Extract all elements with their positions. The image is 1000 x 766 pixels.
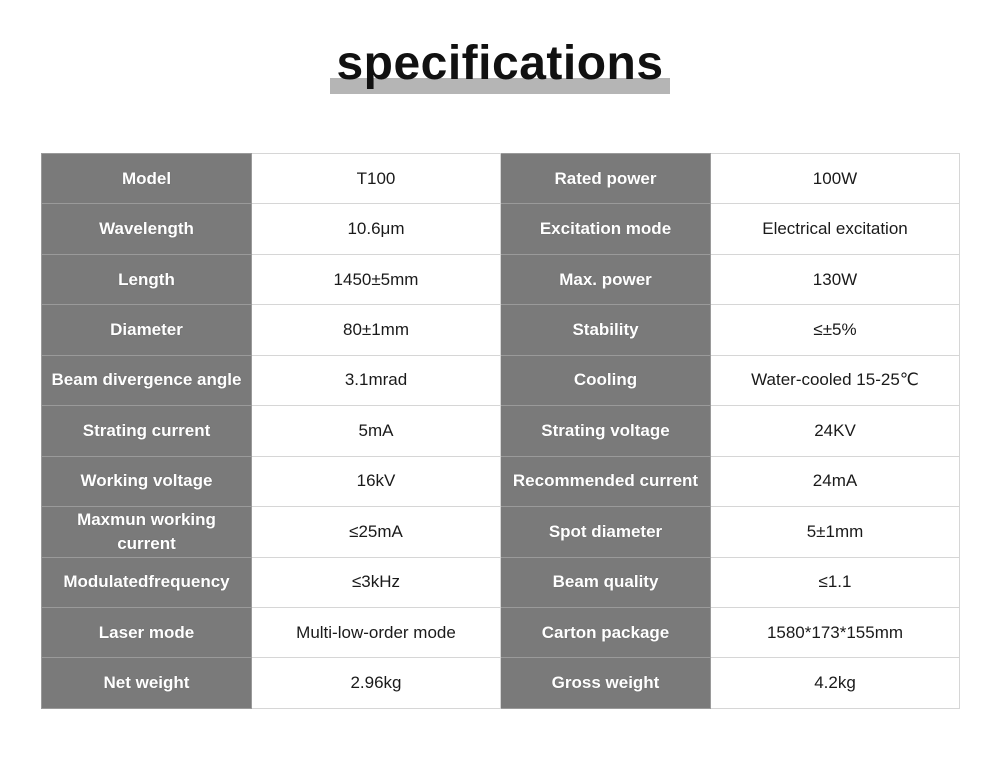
- spec-label: Wavelength: [42, 204, 252, 254]
- spec-value: ≤3kHz: [252, 557, 501, 607]
- table-row: [42, 305, 960, 355]
- specifications-table: [41, 153, 960, 709]
- spec-label: Beam divergence angle: [42, 355, 252, 405]
- spec-label: Carton package: [501, 607, 711, 657]
- table-row: [42, 557, 960, 607]
- spec-value: T100: [252, 154, 501, 204]
- table-row: [42, 658, 960, 708]
- table-row: [42, 607, 960, 657]
- spec-label: Diameter: [42, 305, 252, 355]
- spec-label: Working voltage: [42, 456, 252, 506]
- spec-value: 130W: [711, 254, 960, 304]
- spec-label: Rated power: [501, 154, 711, 204]
- table-row: [42, 355, 960, 405]
- spec-label: Strating voltage: [501, 406, 711, 456]
- spec-label: Cooling: [501, 355, 711, 405]
- spec-value: 1580*173*155mm: [711, 607, 960, 657]
- spec-label: Gross weight: [501, 658, 711, 708]
- spec-label: Beam quality: [501, 557, 711, 607]
- spec-value: Multi-low-order mode: [252, 607, 501, 657]
- spec-value: 24KV: [711, 406, 960, 456]
- spec-value: 4.2kg: [711, 658, 960, 708]
- spec-value: Electrical excitation: [711, 204, 960, 254]
- spec-value: ≤25mA: [252, 507, 501, 557]
- spec-value: Water-cooled 15-25℃: [711, 355, 960, 405]
- spec-value: 100W: [711, 154, 960, 204]
- spec-label: Net weight: [42, 658, 252, 708]
- spec-value: ≤±5%: [711, 305, 960, 355]
- spec-label: Stability: [501, 305, 711, 355]
- page-header: [0, 0, 1000, 110]
- spec-label: Spot diameter: [501, 507, 711, 557]
- spec-label: Laser mode: [42, 607, 252, 657]
- page-title: specifications: [336, 37, 664, 90]
- spec-value: 24mA: [711, 456, 960, 506]
- spec-label: Length: [42, 254, 252, 304]
- spec-value: 5±1mm: [711, 507, 960, 557]
- spec-value: 2.96kg: [252, 658, 501, 708]
- spec-label: Maxmun working current: [42, 507, 252, 557]
- spec-value: 5mA: [252, 406, 501, 456]
- spec-label: Excitation mode: [501, 204, 711, 254]
- spec-label: Model: [42, 154, 252, 204]
- spec-label: Modulatedfrequency: [42, 557, 252, 607]
- spec-label: Strating current: [42, 406, 252, 456]
- spec-value: 80±1mm: [252, 305, 501, 355]
- spec-value: 16kV: [252, 456, 501, 506]
- table-row: [42, 204, 960, 254]
- specifications-table-body: [42, 154, 960, 709]
- spec-value: 1450±5mm: [252, 254, 501, 304]
- spec-label: Recommended current: [501, 456, 711, 506]
- spec-value: 10.6μm: [252, 204, 501, 254]
- table-row: [42, 254, 960, 304]
- spec-value: 3.1mrad: [252, 355, 501, 405]
- spec-value: ≤1.1: [711, 557, 960, 607]
- table-row: [42, 154, 960, 204]
- table-row: [42, 406, 960, 456]
- table-row: [42, 507, 960, 557]
- spec-label: Max. power: [501, 254, 711, 304]
- table-row: [42, 456, 960, 506]
